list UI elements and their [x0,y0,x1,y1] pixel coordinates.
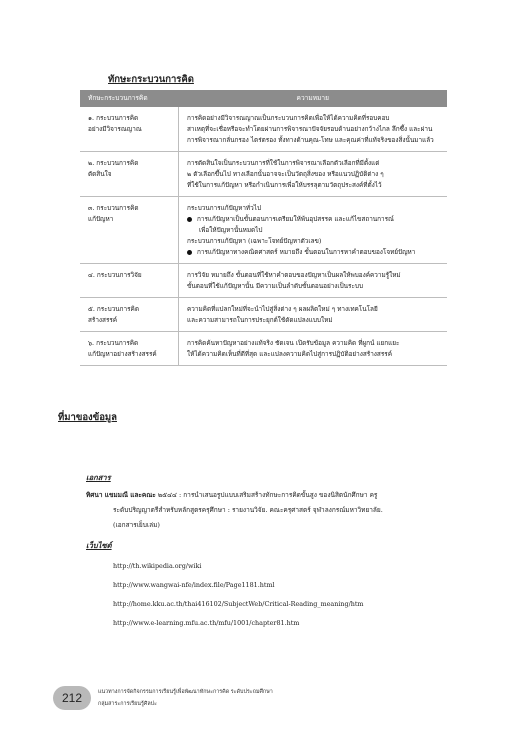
sources-title: ที่มาของข้อมูล [58,412,117,423]
table-row [80,197,447,264]
table-row [80,332,447,366]
doc-text: ๒๕๔๔ : การนำเสนอรูปแบบเสริมสร้างทักษะการคิดขั้นสูง ของนิสิตนักศึกษา ครู [155,491,378,499]
skill-cell: ๓. กระบวนการคิด แก้ปัญหา [80,197,179,264]
documents-label: เอกสาร [86,473,111,482]
url-link[interactable]: http://www.wangwai-nfe/index.file/Page1181.html [113,581,275,589]
skill-cell: ๑. กระบวนการคิด อย่างมีวิจารณญาณ [80,107,179,152]
meaning-cell: การวิจัย หมายถึง ขั้นตอนที่ใช้หาคำตอบของปัญหาเป็นผลให้พบองค์ความรู้ใหม่ ขั้นตอนที่ใช้แก้ปัญหานั้น มีความเป็นลำดับขั้นตอนอย่างเป็นระบบ [179,264,448,298]
table-row [80,264,447,298]
doc-text-cont: ระดับปริญญาตรีสำหรับหลักสูตรครุศึกษา : รายงานวิจัย. คณะครุศาสตร์ จุฬาลงกรณ์มหาวิทยาลัย. [113,506,383,514]
table-row [80,152,447,197]
table-row [80,298,447,332]
doc-text-cont: (เอกสารเย็บเล่ม) [113,521,160,529]
meaning-cell: การตัดสินใจเป็นกระบวนการที่ใช้ในการพิจารณาเลือกตัวเลือกที่มีตั้งแต่ ๒ ตัวเลือกขึ้นไป ทางเลือกนั้นอาจจะเป็นวัตถุสิ่งของ หรือแนวปฏิบัติต่าง ๆ ที่ใช้ในการแก้ปัญหา หรือกำเนินการเพื่อให้บรรลุตามวัตถุประสงค์ที่ตั้งไว้ [179,152,448,197]
page-footer [98,686,273,710]
bullet-item: การแก้ปัญหาทางคณิตศาสตร์ หมายถึง ขั้นตอนในการหาคำตอบของโจทย์ปัญหา [187,247,439,258]
table-header-row [80,90,447,107]
meaning-cell: ความคิดที่แปลกใหม่ที่จะนำไปสู่สิ่งต่าง ๆ ผลผลิตใหม่ ๆ ทางเทคโนโลยี และความสามารถในการประยุกต์ใช้ดัดแปลงแบบใหม่ [179,298,448,332]
skill-cell: ๕. กระบวนการคิด สร้างสรรค์ [80,298,179,332]
meaning-cell: กระบวนการแก้ปัญหาทั่วไป การแก้ปัญหาเป็นขั้นตอนการเตรียมให้พ้นอุปสรรค และแก้ไขสถานการณ์ เพื่อให้ปัญหานั้นหมดไป กระบวนการแก้ปัญหา (เฉพาะโจทย์ปัญหาตัวเลข) การแก้ปัญหาทางคณิตศาสตร์ หมายถึง ขั้นตอนในการหาคำตอบของโจทย์ปัญหา [179,197,448,264]
thinking-skills-table [80,90,447,366]
page-number-badge: 212 [53,686,91,710]
url-link[interactable]: http://th.wikipedia.org/wiki [113,562,202,570]
skill-cell: ๒. กระบวนการคิด ตัดสินใจ [80,152,179,197]
bullet-icon [187,217,192,222]
header-meaning: ความหมาย [179,90,448,107]
meaning-cell: การคิดค้นหาปัญหาอย่างแท้จริง ชัดเจน เปิดรับข้อมูล ความคิด ที่ผูกนํ แยกแยะ ให้ได้ความคิดเห็นที่ดีที่สุด และแปลงความคิดไปสู่การปฏิบัติอย่างสร้างสรรค์ [179,332,448,366]
document-reference [86,488,466,533]
skill-cell: ๔. กระบวนการวิจัย [80,264,179,298]
header-skill: ทักษะกระบวนการคิด [80,90,179,107]
section-title: ทักษะกระบวนการคิด [108,74,194,85]
table-row [80,107,447,152]
doc-author: ทิศนา แขมมณี และคณะ [86,491,156,499]
websites-label: เว็บไซต์ [86,541,112,550]
url-link[interactable]: http://www.e-learning.mfu.ac.th/mfu/1001/chapter81.htm [113,619,300,627]
bullet-item: การแก้ปัญหาเป็นขั้นตอนการเตรียมให้พ้นอุปสรรค และแก้ไขสถานการณ์ [187,214,439,225]
meaning-cell: การคิดอย่างมีวิจารณญาณเป็นกระบวนการคิดเพื่อให้ได้ความคิดที่รอบคอบ สาเหตุที่จะเชื่อหรือจะทำโดยผ่านการพิจารณาปัจจัยรอบด้านอย่างกว้างไกล ลึกซึ้ง และผ่าน การพิจารณากลั่นกรอง ไตร่ตรอง ทั้งทางด้านคุณ-โทษ และคุณค่าที่แท้จริงของสิ่งนั้นมาแล้ว [179,107,448,152]
bullet-icon [187,250,192,255]
footer-line: แนวทางการจัดกิจกรรมการเรียนรู้เพื่อพัฒนาทักษะการคิด ระดับประถมศึกษา [98,689,273,695]
url-link[interactable]: http://home.kku.ac.th/thai416102/SubjectWeb/Critical-Reading_meaning/htm [113,600,364,608]
footer-line: กลุ่มสาระการเรียนรู้ศิลปะ [98,701,157,707]
skill-cell: ๖. กระบวนการคิด แก้ปัญหาอย่างสร้างสรรค์ [80,332,179,366]
url-list [113,557,364,633]
